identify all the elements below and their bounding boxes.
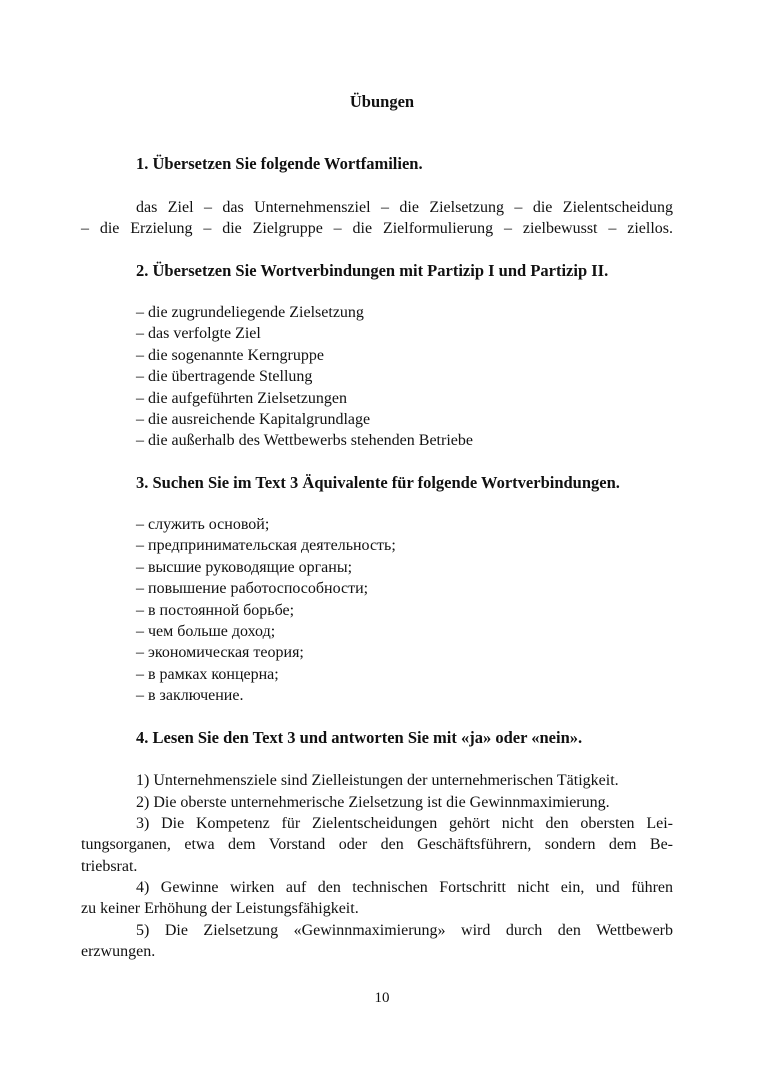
exercise-2-heading: 2. Übersetzen Sie Wortverbindungen mit Partizip I und Partizip II.	[136, 261, 609, 280]
exercise-1-line-2: – die Erzielung – die Zielgruppe – die Zielformulierung – zielbewusst – ziellos.	[81, 220, 673, 237]
list-item: – повышение работоспособности;	[136, 580, 369, 598]
list-item: – в рамках концерна;	[136, 665, 279, 683]
list-item: – чем больше доход;	[136, 623, 276, 641]
exercise-3-list	[136, 514, 396, 707]
list-item: – в заключение.	[136, 687, 244, 705]
exercise-4-line-4: tungsorganen, etwa dem Vorstand oder den Geschäftsführern, sondern dem Be-	[81, 836, 673, 853]
exercise-4-line-9: erzwungen.	[81, 943, 156, 960]
list-item: – die ausreichende Kapitalgrundlage	[136, 411, 371, 429]
exercise-4-line-2: 2) Die oberste unternehmerische Zielsetzung ist die Gewinnmaximierung.	[136, 794, 610, 811]
list-item: – das verfolgte Ziel	[136, 325, 261, 343]
exercise-3-heading: 3. Suchen Sie im Text 3 Äquivalente für folgende Wortverbindungen.	[136, 473, 620, 492]
exercise-4-line-5: triebsrat.	[81, 858, 138, 875]
exercise-4-line-6: 4) Gewinne wirken auf den technischen Fortschritt nicht ein, und führen	[136, 879, 673, 896]
page-number: 10	[374, 990, 390, 1006]
list-item: – экономическая теория;	[136, 644, 304, 662]
exercise-4-heading: 4. Lesen Sie den Text 3 und antworten Sie mit «ja» oder «nein».	[136, 728, 583, 747]
exercise-2-list	[136, 302, 473, 452]
exercise-4-line-3: 3) Die Kompetenz für Zielentscheidungen gehört nicht den obersten Lei-	[136, 815, 673, 832]
list-item: – die sogenannte Kerngruppe	[136, 346, 324, 364]
exercise-1-heading: 1. Übersetzen Sie folgende Wortfamilien.	[136, 154, 423, 173]
list-item: – в постоянной борьбе;	[136, 601, 295, 619]
exercise-1-line-1: das Ziel – das Unternehmensziel – die Zielsetzung – die Zielentscheidung	[136, 199, 673, 216]
exercise-4-line-7: zu keiner Erhöhung der Leistungsfähigkeit.	[81, 900, 359, 917]
list-item: – die aufgeführten Zielsetzungen	[136, 389, 348, 407]
list-item: – die übertragende Stellung	[136, 368, 313, 386]
list-item: – die zugrundeliegende Zielsetzung	[136, 304, 364, 321]
list-item: – служить основой;	[136, 516, 270, 533]
list-item: – предпринимательская деятельность;	[136, 537, 396, 555]
list-item: – высшие руководящие органы;	[136, 558, 353, 576]
exercise-4-line-8: 5) Die Zielsetzung «Gewinnmaximierung» wird durch den Wettbewerb	[136, 922, 673, 939]
list-item: – die außerhalb des Wettbewerbs stehenden Betriebe	[136, 432, 473, 450]
page-title: Übungen	[349, 92, 415, 111]
exercise-4-line-1: 1) Unternehmensziele sind Zielleistungen der unternehmerischen Tätigkeit.	[136, 772, 619, 789]
